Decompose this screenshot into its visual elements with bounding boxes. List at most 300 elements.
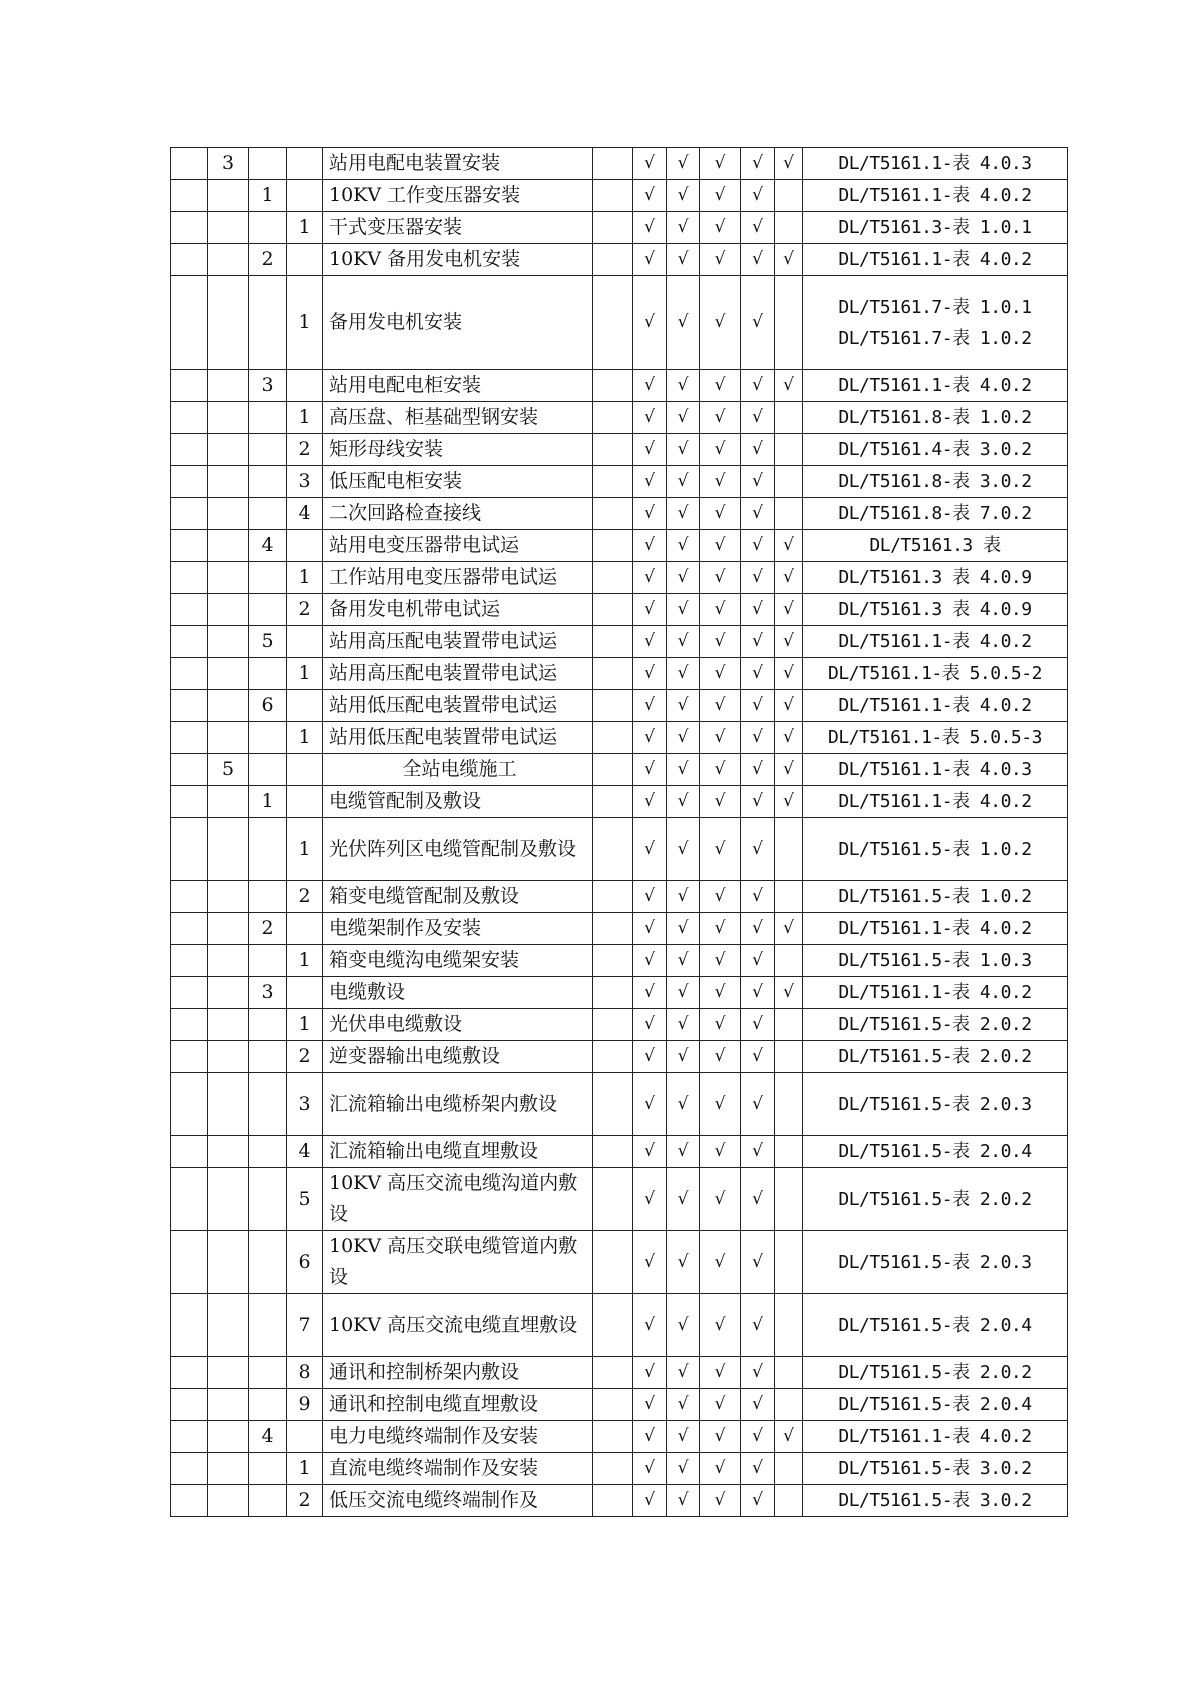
unit-project-number — [208, 562, 249, 594]
standard-reference: DL/T5161.1-表 4.0.2 — [803, 244, 1068, 276]
sub-project-number — [249, 754, 287, 786]
sub-project-number — [249, 594, 287, 626]
blank-cell — [593, 498, 633, 530]
item-name: 直流电缆终端制作及安装 — [323, 1453, 593, 1485]
check-mark-2: √ — [667, 1073, 700, 1136]
check-mark-1: √ — [633, 562, 667, 594]
table-body — [171, 148, 1068, 1517]
blank-cell — [593, 754, 633, 786]
check-mark-4: √ — [741, 1168, 775, 1231]
check-mark-2: √ — [667, 1041, 700, 1073]
unit-project-number — [208, 1294, 249, 1357]
check-mark-4: √ — [741, 1009, 775, 1041]
item-name: 逆变器输出电缆敷设 — [323, 1041, 593, 1073]
check-mark-3: √ — [700, 722, 741, 754]
standard-reference: DL/T5161.1-表 4.0.2 — [803, 626, 1068, 658]
item-name: 电缆敷设 — [323, 977, 593, 1009]
check-mark-2: √ — [667, 1136, 700, 1168]
standard-reference: DL/T5161.3 表 4.0.9 — [803, 594, 1068, 626]
check-mark-5: √ — [775, 722, 803, 754]
sub-project-number: 1 — [249, 786, 287, 818]
check-mark-3: √ — [700, 434, 741, 466]
check-mark-1: √ — [633, 1136, 667, 1168]
item-name: 汇流箱输出电缆桥架内敷设 — [323, 1073, 593, 1136]
check-mark-3: √ — [700, 562, 741, 594]
standard-reference: DL/T5161.1-表 4.0.2 — [803, 913, 1068, 945]
sub-project-number — [249, 148, 287, 180]
check-mark-2: √ — [667, 754, 700, 786]
blank-cell — [593, 1136, 633, 1168]
check-mark-3: √ — [700, 1009, 741, 1041]
sub-project-number — [249, 1009, 287, 1041]
item-name: 低压交流电缆终端制作及 — [323, 1485, 593, 1517]
item-name: 箱变电缆管配制及敷设 — [323, 881, 593, 913]
check-mark-4: √ — [741, 1231, 775, 1294]
check-mark-2: √ — [667, 212, 700, 244]
item-number — [287, 530, 323, 562]
check-mark-4: √ — [741, 530, 775, 562]
check-mark-3: √ — [700, 1357, 741, 1389]
check-mark-3: √ — [700, 1231, 741, 1294]
check-mark-5: √ — [775, 690, 803, 722]
sub-project-number: 5 — [249, 626, 287, 658]
check-mark-1: √ — [633, 945, 667, 977]
sub-project-number — [249, 1231, 287, 1294]
sub-project-number — [249, 276, 287, 370]
check-mark-5 — [775, 1357, 803, 1389]
check-mark-1: √ — [633, 148, 667, 180]
standard-reference: DL/T5161.1-表 5.0.5-2 — [803, 658, 1068, 690]
item-name: 干式变压器安装 — [323, 212, 593, 244]
standard-reference: DL/T5161.5-表 3.0.2 — [803, 1453, 1068, 1485]
check-mark-2: √ — [667, 945, 700, 977]
standard-reference: DL/T5161.8-表 1.0.2 — [803, 402, 1068, 434]
item-name: 备用发电机带电试运 — [323, 594, 593, 626]
standard-reference: DL/T5161.3 表 4.0.9 — [803, 562, 1068, 594]
check-mark-5: √ — [775, 594, 803, 626]
item-name: 高压盘、柜基础型钢安装 — [323, 402, 593, 434]
unit-project-number — [208, 276, 249, 370]
check-mark-3: √ — [700, 690, 741, 722]
blank-cell — [593, 977, 633, 1009]
item-number — [287, 180, 323, 212]
check-mark-5 — [775, 402, 803, 434]
check-mark-1: √ — [633, 754, 667, 786]
check-mark-2: √ — [667, 690, 700, 722]
check-mark-5 — [775, 945, 803, 977]
unit-project-number — [208, 977, 249, 1009]
table-row — [171, 594, 1068, 626]
item-number — [287, 913, 323, 945]
check-mark-4: √ — [741, 434, 775, 466]
check-mark-5 — [775, 180, 803, 212]
check-mark-3: √ — [700, 1073, 741, 1136]
check-mark-3: √ — [700, 1389, 741, 1421]
standard-reference: DL/T5161.5-表 3.0.2 — [803, 1485, 1068, 1517]
item-number — [287, 786, 323, 818]
blank-cell — [593, 818, 633, 881]
standard-reference: DL/T5161.5-表 2.0.2 — [803, 1041, 1068, 1073]
unit-project-number — [208, 1421, 249, 1453]
blank-cell — [593, 594, 633, 626]
sub-project-number: 4 — [249, 1421, 287, 1453]
col-a-cell — [171, 434, 208, 466]
sub-project-number — [249, 658, 287, 690]
table-row — [171, 244, 1068, 276]
item-number: 3 — [287, 1073, 323, 1136]
item-name: 通讯和控制电缆直埋敷设 — [323, 1389, 593, 1421]
table-row — [171, 1168, 1068, 1231]
check-mark-2: √ — [667, 370, 700, 402]
check-mark-3: √ — [700, 977, 741, 1009]
item-name: 站用高压配电装置带电试运 — [323, 658, 593, 690]
unit-project-number — [208, 722, 249, 754]
check-mark-3: √ — [700, 212, 741, 244]
check-mark-5: √ — [775, 913, 803, 945]
check-mark-3: √ — [700, 818, 741, 881]
check-mark-1: √ — [633, 212, 667, 244]
item-name: 备用发电机安装 — [323, 276, 593, 370]
check-mark-5 — [775, 466, 803, 498]
sub-project-number: 2 — [249, 913, 287, 945]
check-mark-4: √ — [741, 658, 775, 690]
check-mark-4: √ — [741, 276, 775, 370]
check-mark-5 — [775, 1294, 803, 1357]
standard-reference: DL/T5161.3-表 1.0.1 — [803, 212, 1068, 244]
table-row — [171, 1009, 1068, 1041]
blank-cell — [593, 1294, 633, 1357]
check-mark-5 — [775, 276, 803, 370]
col-a-cell — [171, 1073, 208, 1136]
sub-project-number: 3 — [249, 370, 287, 402]
item-name: 站用高压配电装置带电试运 — [323, 626, 593, 658]
check-mark-1: √ — [633, 1485, 667, 1517]
check-mark-4: √ — [741, 977, 775, 1009]
sub-project-number — [249, 1294, 287, 1357]
item-name: 全站电缆施工 — [323, 754, 593, 786]
item-name: 二次回路检查接线 — [323, 498, 593, 530]
check-mark-5 — [775, 1073, 803, 1136]
table-row — [171, 722, 1068, 754]
check-mark-1: √ — [633, 1168, 667, 1231]
item-name: 汇流箱输出电缆直埋敷设 — [323, 1136, 593, 1168]
check-mark-5: √ — [775, 244, 803, 276]
blank-cell — [593, 148, 633, 180]
table-row — [171, 881, 1068, 913]
unit-project-number — [208, 626, 249, 658]
item-number — [287, 148, 323, 180]
table-row — [171, 690, 1068, 722]
sub-project-number — [249, 1136, 287, 1168]
table-row — [171, 1294, 1068, 1357]
inspection-items-table — [170, 147, 1068, 1517]
check-mark-4: √ — [741, 466, 775, 498]
unit-project-number — [208, 1453, 249, 1485]
blank-cell — [593, 881, 633, 913]
check-mark-2: √ — [667, 1485, 700, 1517]
col-a-cell — [171, 212, 208, 244]
check-mark-5: √ — [775, 754, 803, 786]
blank-cell — [593, 244, 633, 276]
item-number: 2 — [287, 881, 323, 913]
check-mark-2: √ — [667, 562, 700, 594]
check-mark-3: √ — [700, 594, 741, 626]
table-row — [171, 148, 1068, 180]
check-mark-5 — [775, 1136, 803, 1168]
sub-project-number — [249, 212, 287, 244]
col-a-cell — [171, 1041, 208, 1073]
check-mark-3: √ — [700, 626, 741, 658]
check-mark-5 — [775, 1231, 803, 1294]
sub-project-number — [249, 1357, 287, 1389]
check-mark-5 — [775, 1009, 803, 1041]
unit-project-number — [208, 881, 249, 913]
standard-reference: DL/T5161.5-表 2.0.4 — [803, 1136, 1068, 1168]
table-row — [171, 370, 1068, 402]
item-number: 1 — [287, 945, 323, 977]
item-number — [287, 244, 323, 276]
check-mark-2: √ — [667, 722, 700, 754]
unit-project-number — [208, 1073, 249, 1136]
check-mark-4: √ — [741, 818, 775, 881]
standard-reference: DL/T5161.8-表 7.0.2 — [803, 498, 1068, 530]
item-number: 4 — [287, 498, 323, 530]
item-number: 2 — [287, 1041, 323, 1073]
item-number: 4 — [287, 1136, 323, 1168]
check-mark-1: √ — [633, 276, 667, 370]
blank-cell — [593, 466, 633, 498]
check-mark-4: √ — [741, 754, 775, 786]
check-mark-4: √ — [741, 1389, 775, 1421]
check-mark-2: √ — [667, 818, 700, 881]
table-row — [171, 786, 1068, 818]
sub-project-number: 2 — [249, 244, 287, 276]
check-mark-2: √ — [667, 1009, 700, 1041]
table-row — [171, 1453, 1068, 1485]
item-number — [287, 626, 323, 658]
check-mark-1: √ — [633, 530, 667, 562]
standard-reference: DL/T5161.5-表 2.0.2 — [803, 1009, 1068, 1041]
item-name: 站用电配电柜安装 — [323, 370, 593, 402]
check-mark-4: √ — [741, 212, 775, 244]
check-mark-3: √ — [700, 658, 741, 690]
item-name: 10KV 工作变压器安装 — [323, 180, 593, 212]
item-number: 5 — [287, 1168, 323, 1231]
check-mark-4: √ — [741, 148, 775, 180]
unit-project-number — [208, 1389, 249, 1421]
blank-cell — [593, 1421, 633, 1453]
standard-reference: DL/T5161.5-表 2.0.2 — [803, 1168, 1068, 1231]
unit-project-number — [208, 466, 249, 498]
check-mark-1: √ — [633, 1453, 667, 1485]
check-mark-2: √ — [667, 1294, 700, 1357]
item-name: 10KV 高压交流电缆沟道内敷设 — [323, 1168, 593, 1231]
col-a-cell — [171, 562, 208, 594]
sub-project-number — [249, 1168, 287, 1231]
standard-reference: DL/T5161.1-表 4.0.2 — [803, 977, 1068, 1009]
unit-project-number — [208, 1009, 249, 1041]
check-mark-3: √ — [700, 1453, 741, 1485]
check-mark-3: √ — [700, 498, 741, 530]
check-mark-4: √ — [741, 370, 775, 402]
item-number: 7 — [287, 1294, 323, 1357]
standard-reference: DL/T5161.1-表 4.0.3 — [803, 754, 1068, 786]
table-row — [171, 212, 1068, 244]
item-number — [287, 1421, 323, 1453]
blank-cell — [593, 1389, 633, 1421]
check-mark-5: √ — [775, 658, 803, 690]
check-mark-4: √ — [741, 498, 775, 530]
sub-project-number — [249, 562, 287, 594]
check-mark-2: √ — [667, 594, 700, 626]
check-mark-2: √ — [667, 1168, 700, 1231]
item-name: 矩形母线安装 — [323, 434, 593, 466]
check-mark-2: √ — [667, 626, 700, 658]
check-mark-1: √ — [633, 913, 667, 945]
blank-cell — [593, 1041, 633, 1073]
check-mark-5 — [775, 881, 803, 913]
standard-reference: DL/T5161.1-表 4.0.2 — [803, 690, 1068, 722]
sub-project-number — [249, 498, 287, 530]
col-a-cell — [171, 594, 208, 626]
unit-project-number — [208, 370, 249, 402]
col-a-cell — [171, 1231, 208, 1294]
check-mark-2: √ — [667, 913, 700, 945]
check-mark-4: √ — [741, 594, 775, 626]
col-a-cell — [171, 276, 208, 370]
standard-reference: DL/T5161.5-表 2.0.3 — [803, 1231, 1068, 1294]
blank-cell — [593, 786, 633, 818]
table-row — [171, 818, 1068, 881]
check-mark-1: √ — [633, 1421, 667, 1453]
col-a-cell — [171, 1294, 208, 1357]
sub-project-number: 4 — [249, 530, 287, 562]
check-mark-5: √ — [775, 977, 803, 1009]
unit-project-number — [208, 594, 249, 626]
check-mark-3: √ — [700, 1041, 741, 1073]
standard-reference: DL/T5161.5-表 2.0.2 — [803, 1357, 1068, 1389]
check-mark-1: √ — [633, 658, 667, 690]
check-mark-1: √ — [633, 1041, 667, 1073]
check-mark-2: √ — [667, 434, 700, 466]
standard-reference: DL/T5161.1-表 5.0.5-3 — [803, 722, 1068, 754]
item-name: 电缆管配制及敷设 — [323, 786, 593, 818]
check-mark-1: √ — [633, 1357, 667, 1389]
table-row — [171, 1421, 1068, 1453]
standard-reference: DL/T5161.5-表 1.0.2 — [803, 881, 1068, 913]
unit-project-number — [208, 1136, 249, 1168]
standard-reference: DL/T5161.1-表 4.0.3 — [803, 148, 1068, 180]
check-mark-2: √ — [667, 786, 700, 818]
check-mark-1: √ — [633, 370, 667, 402]
check-mark-3: √ — [700, 1485, 741, 1517]
check-mark-5 — [775, 1453, 803, 1485]
check-mark-4: √ — [741, 913, 775, 945]
standard-reference: DL/T5161.1-表 4.0.2 — [803, 180, 1068, 212]
check-mark-2: √ — [667, 530, 700, 562]
table-row — [171, 977, 1068, 1009]
standard-reference: DL/T5161.5-表 2.0.4 — [803, 1294, 1068, 1357]
blank-cell — [593, 530, 633, 562]
table-row — [171, 1136, 1068, 1168]
check-mark-2: √ — [667, 244, 700, 276]
table-row — [171, 945, 1068, 977]
unit-project-number — [208, 945, 249, 977]
standard-reference: DL/T5161.8-表 3.0.2 — [803, 466, 1068, 498]
blank-cell — [593, 1009, 633, 1041]
check-mark-3: √ — [700, 786, 741, 818]
check-mark-2: √ — [667, 977, 700, 1009]
item-name: 10KV 备用发电机安装 — [323, 244, 593, 276]
check-mark-5: √ — [775, 562, 803, 594]
blank-cell — [593, 1231, 633, 1294]
check-mark-1: √ — [633, 180, 667, 212]
blank-cell — [593, 658, 633, 690]
item-name: 光伏阵列区电缆管配制及敷设 — [323, 818, 593, 881]
sub-project-number — [249, 881, 287, 913]
check-mark-1: √ — [633, 594, 667, 626]
col-a-cell — [171, 1009, 208, 1041]
item-name: 站用电变压器带电试运 — [323, 530, 593, 562]
item-name: 10KV 高压交联电缆管道内敷设 — [323, 1231, 593, 1294]
item-number: 1 — [287, 658, 323, 690]
blank-cell — [593, 180, 633, 212]
check-mark-4: √ — [741, 402, 775, 434]
col-a-cell — [171, 690, 208, 722]
col-a-cell — [171, 402, 208, 434]
sub-project-number — [249, 1389, 287, 1421]
col-a-cell — [171, 498, 208, 530]
item-number: 1 — [287, 402, 323, 434]
check-mark-4: √ — [741, 1136, 775, 1168]
unit-project-number — [208, 690, 249, 722]
check-mark-2: √ — [667, 1421, 700, 1453]
check-mark-3: √ — [700, 1421, 741, 1453]
table-row — [171, 1485, 1068, 1517]
standard-reference: DL/T5161.1-表 4.0.2 — [803, 1421, 1068, 1453]
table-row — [171, 1041, 1068, 1073]
item-name: 10KV 高压交流电缆直埋敷设 — [323, 1294, 593, 1357]
col-a-cell — [171, 754, 208, 786]
check-mark-2: √ — [667, 881, 700, 913]
check-mark-1: √ — [633, 1073, 667, 1136]
check-mark-4: √ — [741, 690, 775, 722]
sub-project-number — [249, 1041, 287, 1073]
item-number — [287, 754, 323, 786]
check-mark-3: √ — [700, 1136, 741, 1168]
check-mark-4: √ — [741, 786, 775, 818]
check-mark-5 — [775, 434, 803, 466]
item-name: 光伏串电缆敷设 — [323, 1009, 593, 1041]
table-row — [171, 913, 1068, 945]
table-row — [171, 402, 1068, 434]
sub-project-number — [249, 1485, 287, 1517]
blank-cell — [593, 945, 633, 977]
blank-cell — [593, 1453, 633, 1485]
check-mark-4: √ — [741, 1294, 775, 1357]
check-mark-3: √ — [700, 466, 741, 498]
check-mark-3: √ — [700, 913, 741, 945]
col-a-cell — [171, 1421, 208, 1453]
check-mark-2: √ — [667, 180, 700, 212]
table-row — [171, 180, 1068, 212]
table-row — [171, 1231, 1068, 1294]
check-mark-2: √ — [667, 1357, 700, 1389]
item-name: 电缆架制作及安装 — [323, 913, 593, 945]
unit-project-number — [208, 786, 249, 818]
item-name: 箱变电缆沟电缆架安装 — [323, 945, 593, 977]
check-mark-5 — [775, 1485, 803, 1517]
